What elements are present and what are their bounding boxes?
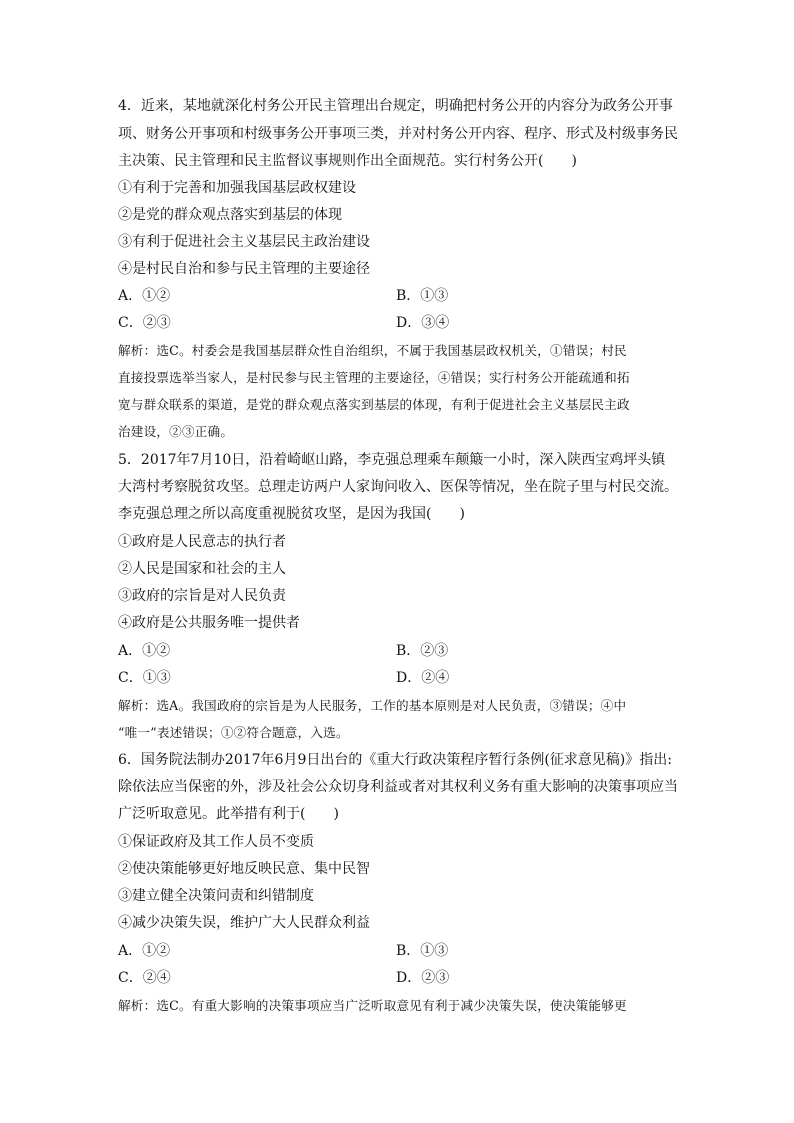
explanation-line: 宽与群众联系的渠道，是党的群众观点落实到基层的体现，有利于促进社会主义基层民主政 — [118, 397, 630, 412]
question-stem-line: 4．近来，某地就深化村务公开民主管理出台规定，明确把村务公开的内容分为政务公开事 — [118, 98, 673, 114]
question-stem-line: 除依法应当保密的外，涉及社会公众切身利益或者对其权利义务有重大影响的决策事项应当 — [118, 779, 678, 795]
option-c: C．②④ — [118, 970, 171, 986]
question-stem-line: 6．国务院法制办2017年6月9日出台的《重大行政决策程序暂行条例(征求意见稿)》指出: — [118, 752, 672, 768]
statement-item: ③建立健全决策问责和纠错制度 — [118, 888, 314, 904]
option-d: D．③④ — [396, 315, 450, 331]
explanation-line: “唯一”表述错误；①②符合题意，入选。 — [118, 725, 349, 740]
option-b: B．①③ — [396, 943, 449, 959]
statement-item: ①有利于完善和加强我国基层政权建设 — [118, 180, 356, 196]
option-b: B．①③ — [396, 288, 449, 304]
question-stem-line: 李克强总理之所以高度重视脱贫攻坚，是因为我国( ) — [118, 506, 465, 522]
explanation-line: 解析：选A。我国政府的宗旨是为人民服务，工作的基本原则是对人民负责，③错误；④中 — [118, 698, 627, 713]
statement-item: ①政府是人民意志的执行者 — [118, 534, 286, 550]
statement-item: ④政府是公共服务唯一提供者 — [118, 615, 300, 631]
option-b: B．②③ — [396, 643, 449, 659]
option-c: C．②③ — [118, 315, 171, 331]
question-stem-line: 广泛听取意见。此举措有利于( ) — [118, 806, 339, 822]
explanation-line: 解析：选C。村委会是我国基层群众性自治组织，不属于我国基层政权机关，①错误；村民 — [118, 343, 627, 358]
statement-item: ④是村民自治和参与民主管理的主要途径 — [118, 261, 370, 277]
statement-item: ②人民是国家和社会的主人 — [118, 561, 286, 577]
statement-item: ②是党的群众观点落实到基层的体现 — [118, 207, 342, 223]
option-c: C．①③ — [118, 670, 171, 686]
question-stem-line: 大湾村考察脱贫攻坚。总理走访两户人家询问收入、医保等情况，坐在院子里与村民交流。 — [118, 479, 678, 495]
explanation-line: 解析：选C。有重大影响的决策事项应当广泛听取意见有利于减少决策失误，使决策能够更 — [118, 998, 627, 1013]
statement-item: ①保证政府及其工作人员不变质 — [118, 834, 314, 850]
question-stem-line: 主决策、民主管理和民主监督议事规则作出全面规范。实行村务公开( ) — [118, 153, 577, 169]
question-stem-line: 项、财务公开事项和村级事务公开事项三类，并对村务公开内容、程序、形式及村级事务民 — [118, 126, 678, 142]
question-stem-line: 5．2017年7月10日，沿着崎岖山路，李克强总理乘车颠簸一小时，深入陕西宝鸡坪头镇 — [118, 452, 666, 468]
statement-item: ③政府的宗旨是对人民负责 — [118, 588, 286, 604]
option-a: A．①② — [118, 288, 171, 304]
explanation-line: 直接投票选举当家人，是村民参与民主管理的主要途径，④错误；实行村务公开能疏通和拓 — [118, 370, 630, 385]
option-d: D．②④ — [396, 670, 450, 686]
option-d: D．②③ — [396, 970, 450, 986]
option-a: A．①② — [118, 943, 171, 959]
option-a: A．①② — [118, 643, 171, 659]
statement-item: ④减少决策失误，维护广大人民群众利益 — [118, 915, 370, 931]
statement-item: ②使决策能够更好地反映民意、集中民智 — [118, 861, 370, 877]
explanation-line: 治建设，②③正确。 — [118, 424, 234, 439]
statement-item: ③有利于促进社会主义基层民主政治建设 — [118, 234, 370, 250]
